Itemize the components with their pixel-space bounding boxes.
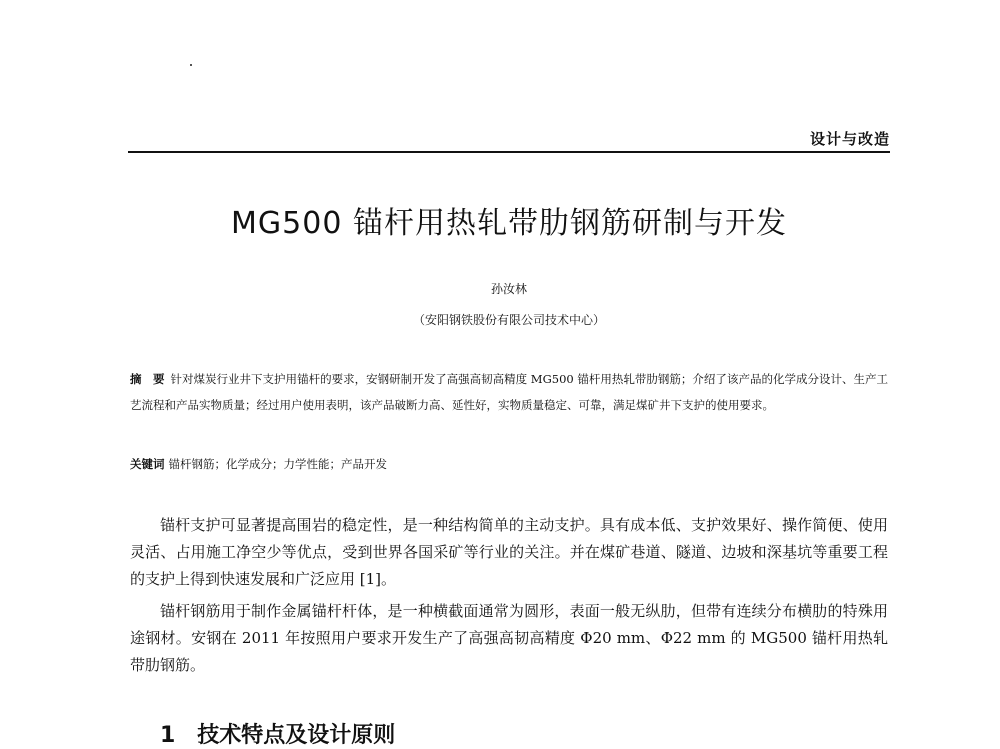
abstract-label: 摘 要	[130, 372, 165, 386]
section-heading: 1 技术特点及设计原则	[160, 723, 396, 748]
author-affiliation: （安阳钢铁股份有限公司技术中心）	[412, 313, 605, 327]
keywords-label: 关键词	[130, 457, 165, 471]
abstract	[130, 366, 888, 418]
author-name: 孙汝林	[490, 282, 527, 296]
header-rule	[128, 151, 890, 153]
keywords	[130, 456, 888, 472]
body-paragraph: 锚杆支护可显著提高围岩的稳定性，是一种结构简单的主动支护。具有成本低、支护效果好、操作简便、使用灵活、占用施工净空少等优点，受到世界各国采矿等行业的关注。并在煤矿巷道、隧道、边坡和深基坑等重要工程的支护上得到快速发展和广泛应用 [1]。	[130, 516, 888, 588]
keywords-text: 锚杆钢筋；化学成分；力学性能；产品开发	[168, 457, 387, 471]
body-text	[130, 512, 888, 684]
paper-title: MG500 锚杆用热轧带肋钢筋研制与开发	[231, 206, 787, 241]
abstract-text: 针对煤炭行业井下支护用锚杆的要求，安钢研制开发了高强高韧高精度 MG500 锚杆用热轧带肋钢筋；介绍了该产品的化学成分设计、生产工艺流程和产品实物质量；经过用户使用表明，该产品破断力高、延性好，实物质量稳定、可靠，满足煤矿井下支护的使用要求。	[130, 372, 888, 412]
scan-mark	[190, 64, 192, 66]
section-tag: 设计与改造	[809, 130, 890, 148]
body-paragraph: 锚杆钢筋用于制作金属锚杆杆体，是一种横截面通常为圆形，表面一般无纵肋，但带有连续分布横肋的特殊用途钢材。安钢在 2011 年按照用户要求开发生产了高强高韧高精度 Φ20 mm、Φ22 mm 的 MG500 锚杆用热轧带肋钢筋。	[130, 602, 888, 674]
